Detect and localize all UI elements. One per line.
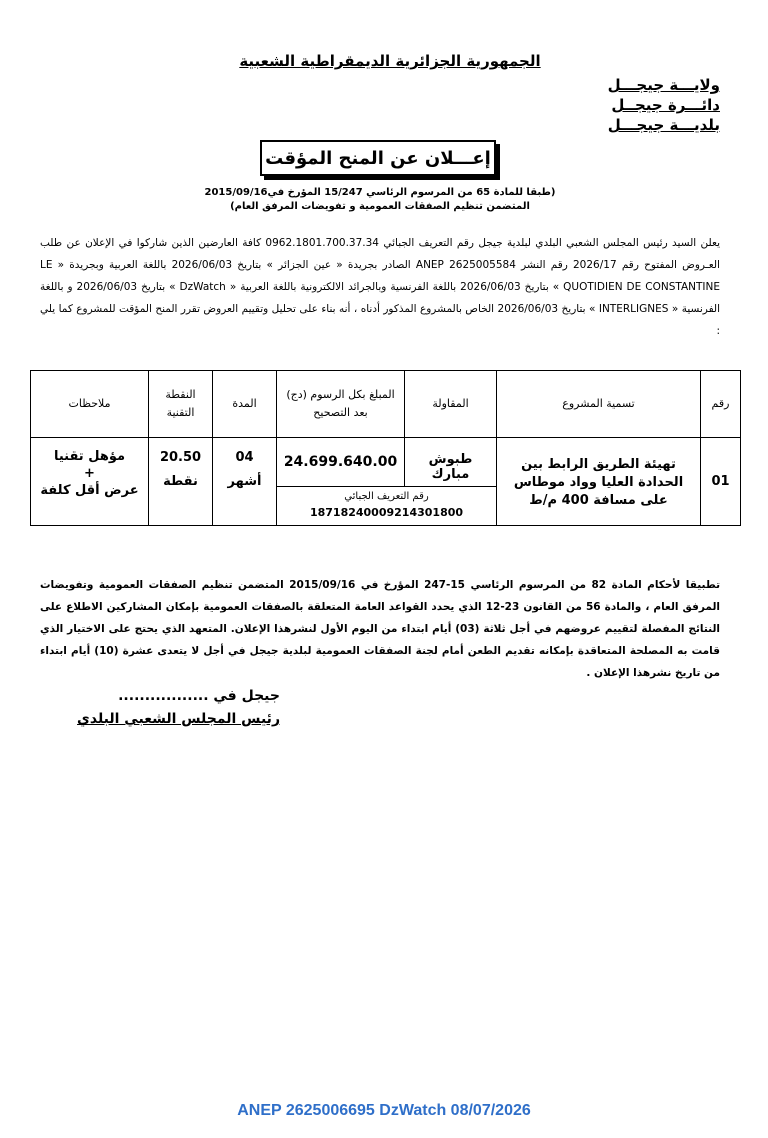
intro-paragraph: يعلن السيد رئيس المجلس الشعبي البلدي لبلدية جيجل رقم التعريف الجبائي 0962.1801.700.37.34 كافة العارضين الذين شاركوا في الإعلان عن طلب العـروض المفتوح رقم 2026/17 رقم النشر ANEP 2625005584 الصادر بجريدة « عين الجزائر » بتاريخ 2026/06/03 باللغة العربية وبجريدة « LE QUOTIDIEN DE CONSTANTINE » بتاريخ 2026/06/03 باللغة الفرنسية وبالجرائد الالكترونية باللغة العربية « DzWatch » بتاريخ 2026/06/03 و باللغة الفرنسية « INTERLIGNES » بتاريخ 2026/06/03 الخاص بالمشروع المذكور أدناه ، أنه بناء على تحليل وتقييم العروض تقرر المنح المؤقت للمشروع كما يلي :: [40, 237, 721, 337]
row-project: تهيئة الطريق الرابط بين الحدادة العليا وواد موطاس على مسافة 400 م/ط: [497, 438, 701, 526]
row-duration: [213, 438, 277, 526]
row-num: 01: [701, 438, 741, 526]
announcement-title: إعـــلان عن المنح المؤقت: [260, 140, 496, 176]
row-score-value: 20.50: [159, 450, 202, 465]
header-amount: [277, 371, 405, 438]
legal-reference-line-1: (طبقا للمادة 65 من المرسوم الرئاسي 15/247 المؤرخ في2015/09/16: [204, 187, 556, 198]
row-tax-id-label: رقم التعريف الجبائي: [344, 491, 429, 503]
row-notes-line-3: عرض أقل كلفة: [40, 483, 139, 498]
header-score: [149, 371, 213, 438]
row-notes: [31, 438, 149, 526]
header-num: رقم: [701, 371, 741, 438]
table-row: [31, 438, 741, 487]
header-amount-line-1: المبلغ بكل الرسوم (دج): [286, 388, 395, 401]
header-notes: ملاحظات: [31, 371, 149, 438]
header-score-line-1: النقطة: [165, 388, 196, 401]
award-table: [30, 370, 741, 526]
wilaya-line: ولايـــة جيجـــل: [607, 76, 720, 94]
row-amount: 24.699.640.00: [277, 438, 405, 487]
row-tax-id: [277, 486, 497, 525]
republic-heading: الجمهورية الجزائرية الديمقراطية الشعبية: [239, 52, 541, 70]
row-company: طبوش مبارك: [405, 438, 497, 487]
row-duration-unit: أشهر: [227, 474, 262, 489]
header-company: المقاولة: [405, 371, 497, 438]
signature-place: جيجل في .................: [118, 688, 280, 704]
row-notes-line-2: +: [84, 466, 95, 481]
footer-reference: ANEP 2625006695 DzWatch 08/07/2026: [237, 1102, 531, 1119]
row-duration-value: 04: [235, 450, 254, 465]
header-duration: المدة: [213, 371, 277, 438]
signature-title: رئيس المجلس الشعبي البلدي: [77, 711, 280, 727]
commune-line: بلديـــة جيجـــل: [607, 116, 720, 134]
header-amount-line-2: بعد التصحيح: [313, 406, 368, 419]
header-project: تسمية المشروع: [497, 371, 701, 438]
row-tax-id-value: 18718240009214301800: [309, 506, 464, 520]
table-header-row: [31, 371, 741, 438]
daira-line: دائـــرة جيجــل: [611, 96, 720, 114]
row-notes-line-1: مؤهل تقنيا: [53, 449, 126, 464]
legal-reference-line-2: المتضمن تنظيم الصفقات العمومية و تفويضات المرفق العام): [230, 201, 530, 212]
row-score: [149, 438, 213, 526]
legal-notice-paragraph: تطبيقا لأحكام المادة 82 من المرسوم الرئاسي 15-247 المؤرخ في 2015/09/16 المتضمن تنظيم الصفقات العمومية وتفويضات المرفق العام ، والمادة 56 من القانون 23-12 الذي يحدد القواعد العامة المتعلقة بالصفقات العمومية بإمكان المشاركين الاطلاع على النتائج المفصلة لتقييم عروضهم في أجل ثلاثة (03) أيام ابتداء من اليوم الأول لنشرهذا الإعلان. المتعهد الذي يحتج على الاختيار الذي قامت به المصلحة المتعاقدة بإمكانه تقديم الطعن أمام لجنة الصفقات العمومية لبلدية جيجل في أجل لا يتعدى عشرة (10) أيام ابتداء من تاريخ نشرهذا الإعلان .: [40, 579, 721, 679]
header-score-line-2: التقنية: [166, 406, 195, 419]
row-score-unit: نقطة: [163, 474, 198, 489]
